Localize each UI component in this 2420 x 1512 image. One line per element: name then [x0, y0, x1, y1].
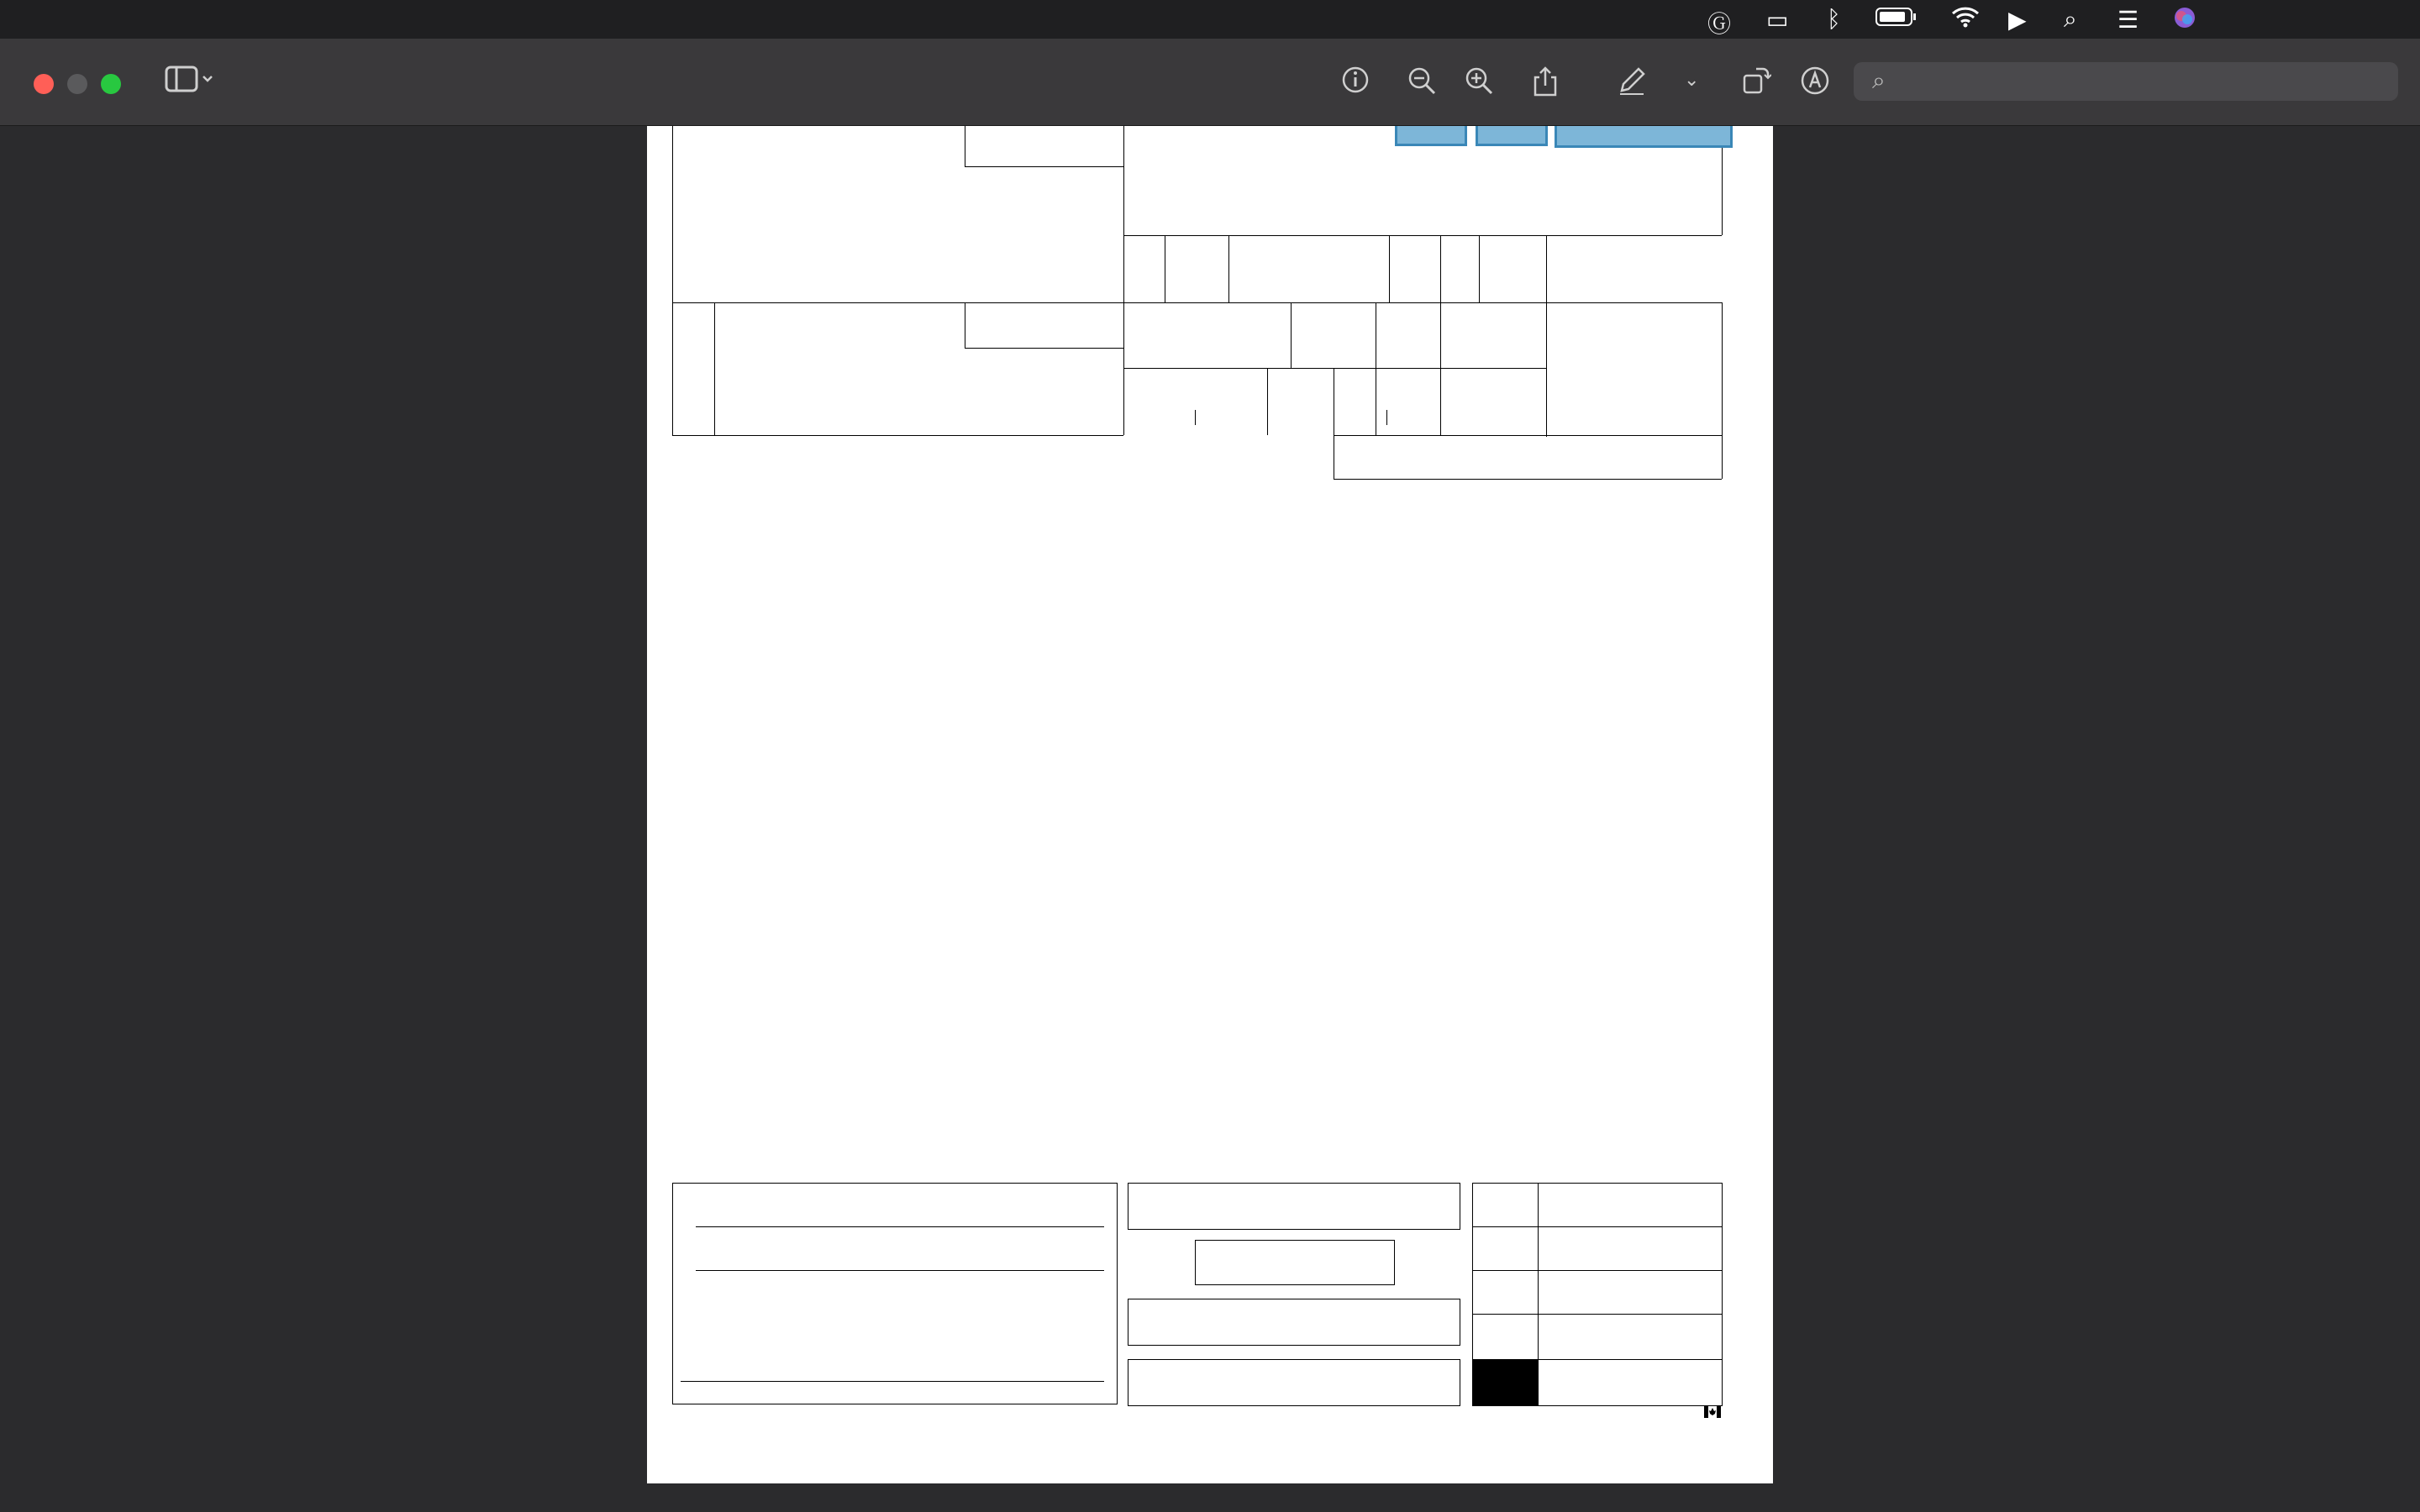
- share-icon[interactable]: [1531, 66, 1560, 104]
- rule: [1546, 302, 1547, 437]
- menu-bar: [0, 0, 2420, 39]
- canada-flag-icon: [1704, 1406, 1721, 1418]
- rule: [1722, 302, 1723, 479]
- rule: [1334, 479, 1722, 480]
- rule: [714, 302, 715, 435]
- field-43-box: [1128, 1183, 1460, 1230]
- rule: [1440, 235, 1441, 302]
- rule: [837, 1381, 1104, 1382]
- rule: [1291, 302, 1292, 368]
- rule: [1123, 235, 1722, 236]
- play-icon[interactable]: ▶: [2008, 7, 2027, 33]
- search-icon: ⌕: [1872, 67, 1886, 93]
- rule: [696, 1270, 1104, 1271]
- restore-button[interactable]: [1555, 126, 1733, 148]
- siri-icon[interactable]: [2173, 6, 2196, 35]
- rule: [672, 126, 673, 435]
- rule: [1472, 1314, 1723, 1315]
- sidebar-toggle-icon[interactable]: [165, 64, 215, 101]
- zoom-window-button[interactable]: [101, 74, 121, 94]
- rule: [1538, 1183, 1539, 1406]
- info-icon[interactable]: [1341, 66, 1370, 101]
- rule: [1386, 410, 1387, 425]
- rule: [1334, 435, 1722, 436]
- rule: [672, 302, 1722, 303]
- rule: [965, 348, 1123, 349]
- zoom-out-icon[interactable]: [1407, 66, 1437, 102]
- rule: [681, 1381, 857, 1382]
- rule: [1228, 235, 1229, 302]
- rule: [1195, 410, 1196, 425]
- battery-icon[interactable]: [1876, 6, 1918, 34]
- bluetooth-icon[interactable]: ᛒ: [1827, 6, 1841, 32]
- declaration-box: [672, 1183, 1118, 1404]
- field-45-box: [1128, 1299, 1460, 1346]
- control-center-icon[interactable]: ☰: [2118, 7, 2139, 33]
- rule: [1123, 126, 1124, 435]
- search-field[interactable]: [1854, 62, 2398, 101]
- rule: [1546, 235, 1547, 302]
- rule: [1479, 235, 1480, 302]
- rule: [1267, 368, 1268, 435]
- annotate-icon[interactable]: [1800, 66, 1830, 102]
- rotate-icon[interactable]: [1741, 66, 1771, 102]
- total-label-cell: [1473, 1360, 1538, 1405]
- field-44-box: [1195, 1240, 1395, 1285]
- spotlight-search-icon[interactable]: ⌕: [2064, 6, 2077, 32]
- aide-button[interactable]: [1476, 126, 1548, 146]
- header-section: [672, 126, 1722, 437]
- minimize-window-button[interactable]: [67, 74, 87, 94]
- wifi-icon[interactable]: [1951, 6, 1980, 34]
- field-46-box: [1128, 1359, 1460, 1406]
- window-toolbar: [0, 39, 2420, 126]
- rule: [696, 1226, 1104, 1227]
- markup-pen-icon[interactable]: [1617, 66, 1647, 102]
- rule: [1472, 1270, 1723, 1271]
- markup-dropdown-chevron-icon[interactable]: ⌄: [1684, 69, 1700, 90]
- rule: [1123, 368, 1546, 369]
- zoom-in-icon[interactable]: [1464, 66, 1494, 102]
- rule: [1472, 1226, 1723, 1227]
- pdf-page: [647, 126, 1773, 1483]
- close-window-button[interactable]: [34, 74, 54, 94]
- rule: [1389, 235, 1390, 302]
- rule: [672, 435, 1123, 436]
- rule: [965, 166, 1123, 167]
- display-icon[interactable]: ▭: [1766, 7, 1789, 33]
- grammarly-icon[interactable]: Ⓖ: [1707, 11, 1732, 37]
- help-button[interactable]: [1395, 126, 1467, 146]
- rule: [1440, 302, 1441, 435]
